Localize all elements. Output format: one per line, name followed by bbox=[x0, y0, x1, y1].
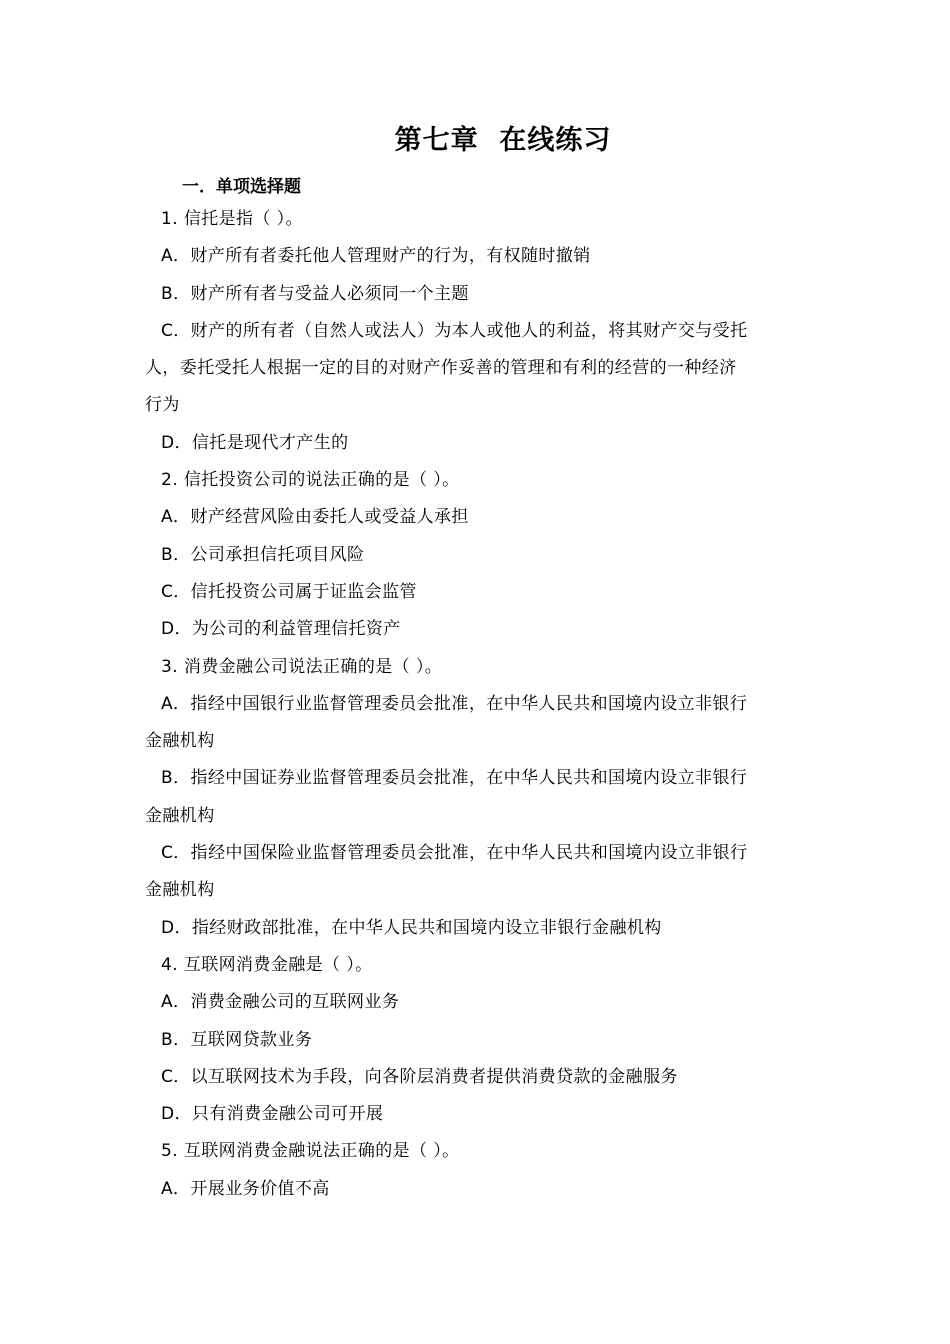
text-line: C．信托投资公司属于证监会监管 bbox=[161, 581, 417, 602]
text-line: C．财产的所有者（自然人或法人）为本人或他人的利益，将其财产交与受托 bbox=[161, 320, 748, 341]
text-line: 金融机构 bbox=[145, 880, 215, 901]
text-line: A．开展业务价值不高 bbox=[161, 1178, 330, 1199]
text-line: B．财产所有者与受益人必须同一个主题 bbox=[161, 283, 469, 304]
text-line: 人，委托受托人根据一定的目的对财产作妥善的管理和有利的经营的一种经济 bbox=[145, 358, 737, 379]
text-line: 4. 互联网消费金融是（ ）。 bbox=[161, 954, 373, 975]
text-line: C．以互联网技术为手段，向各阶层消费者提供消费贷款的金融服务 bbox=[161, 1066, 678, 1087]
question-list bbox=[145, 201, 810, 1208]
text-line: 1. 信托是指（ ）。 bbox=[161, 209, 303, 229]
text-line: A．财产所有者委托他人管理财产的行为，有权随时撤销 bbox=[161, 246, 591, 267]
text-line: D．指经财政部批准，在中华人民共和国境内设立非银行金融机构 bbox=[161, 917, 662, 938]
text-line: B．公司承担信托项目风险 bbox=[161, 544, 365, 565]
text-line: 金融机构 bbox=[145, 731, 215, 752]
text-line: 3. 消费金融公司说法正确的是（ ）。 bbox=[161, 656, 443, 677]
text-line: B．互联网贷款业务 bbox=[161, 1029, 313, 1050]
text-line: D．只有消费金融公司可开展 bbox=[161, 1104, 384, 1125]
text-line: A．消费金融公司的互联网业务 bbox=[161, 992, 400, 1013]
page-title: 第七章 在线练习 bbox=[394, 125, 612, 156]
section-heading: 一．单项选择题 bbox=[182, 177, 301, 197]
text-line: D．信托是现代才产生的 bbox=[161, 432, 349, 453]
text-line: C．指经中国保险业监督管理委员会批准，在中华人民共和国境内设立非银行 bbox=[161, 843, 748, 864]
text-line: 2. 信托投资公司的说法正确的是（ ）。 bbox=[161, 470, 460, 491]
text-line: B．指经中国证券业监督管理委员会批准，在中华人民共和国境内设立非银行 bbox=[161, 768, 748, 789]
text-line: 行为 bbox=[145, 395, 180, 416]
text-line: A．财产经营风险由委托人或受益人承担 bbox=[161, 507, 469, 528]
text-line: A．指经中国银行业监督管理委员会批准，在中华人民共和国境内设立非银行 bbox=[161, 693, 748, 714]
text-line: D．为公司的利益管理信托资产 bbox=[161, 619, 401, 640]
text-line: 金融机构 bbox=[145, 805, 215, 826]
text-line: 5. 互联网消费金融说法正确的是（ ）。 bbox=[161, 1141, 460, 1162]
